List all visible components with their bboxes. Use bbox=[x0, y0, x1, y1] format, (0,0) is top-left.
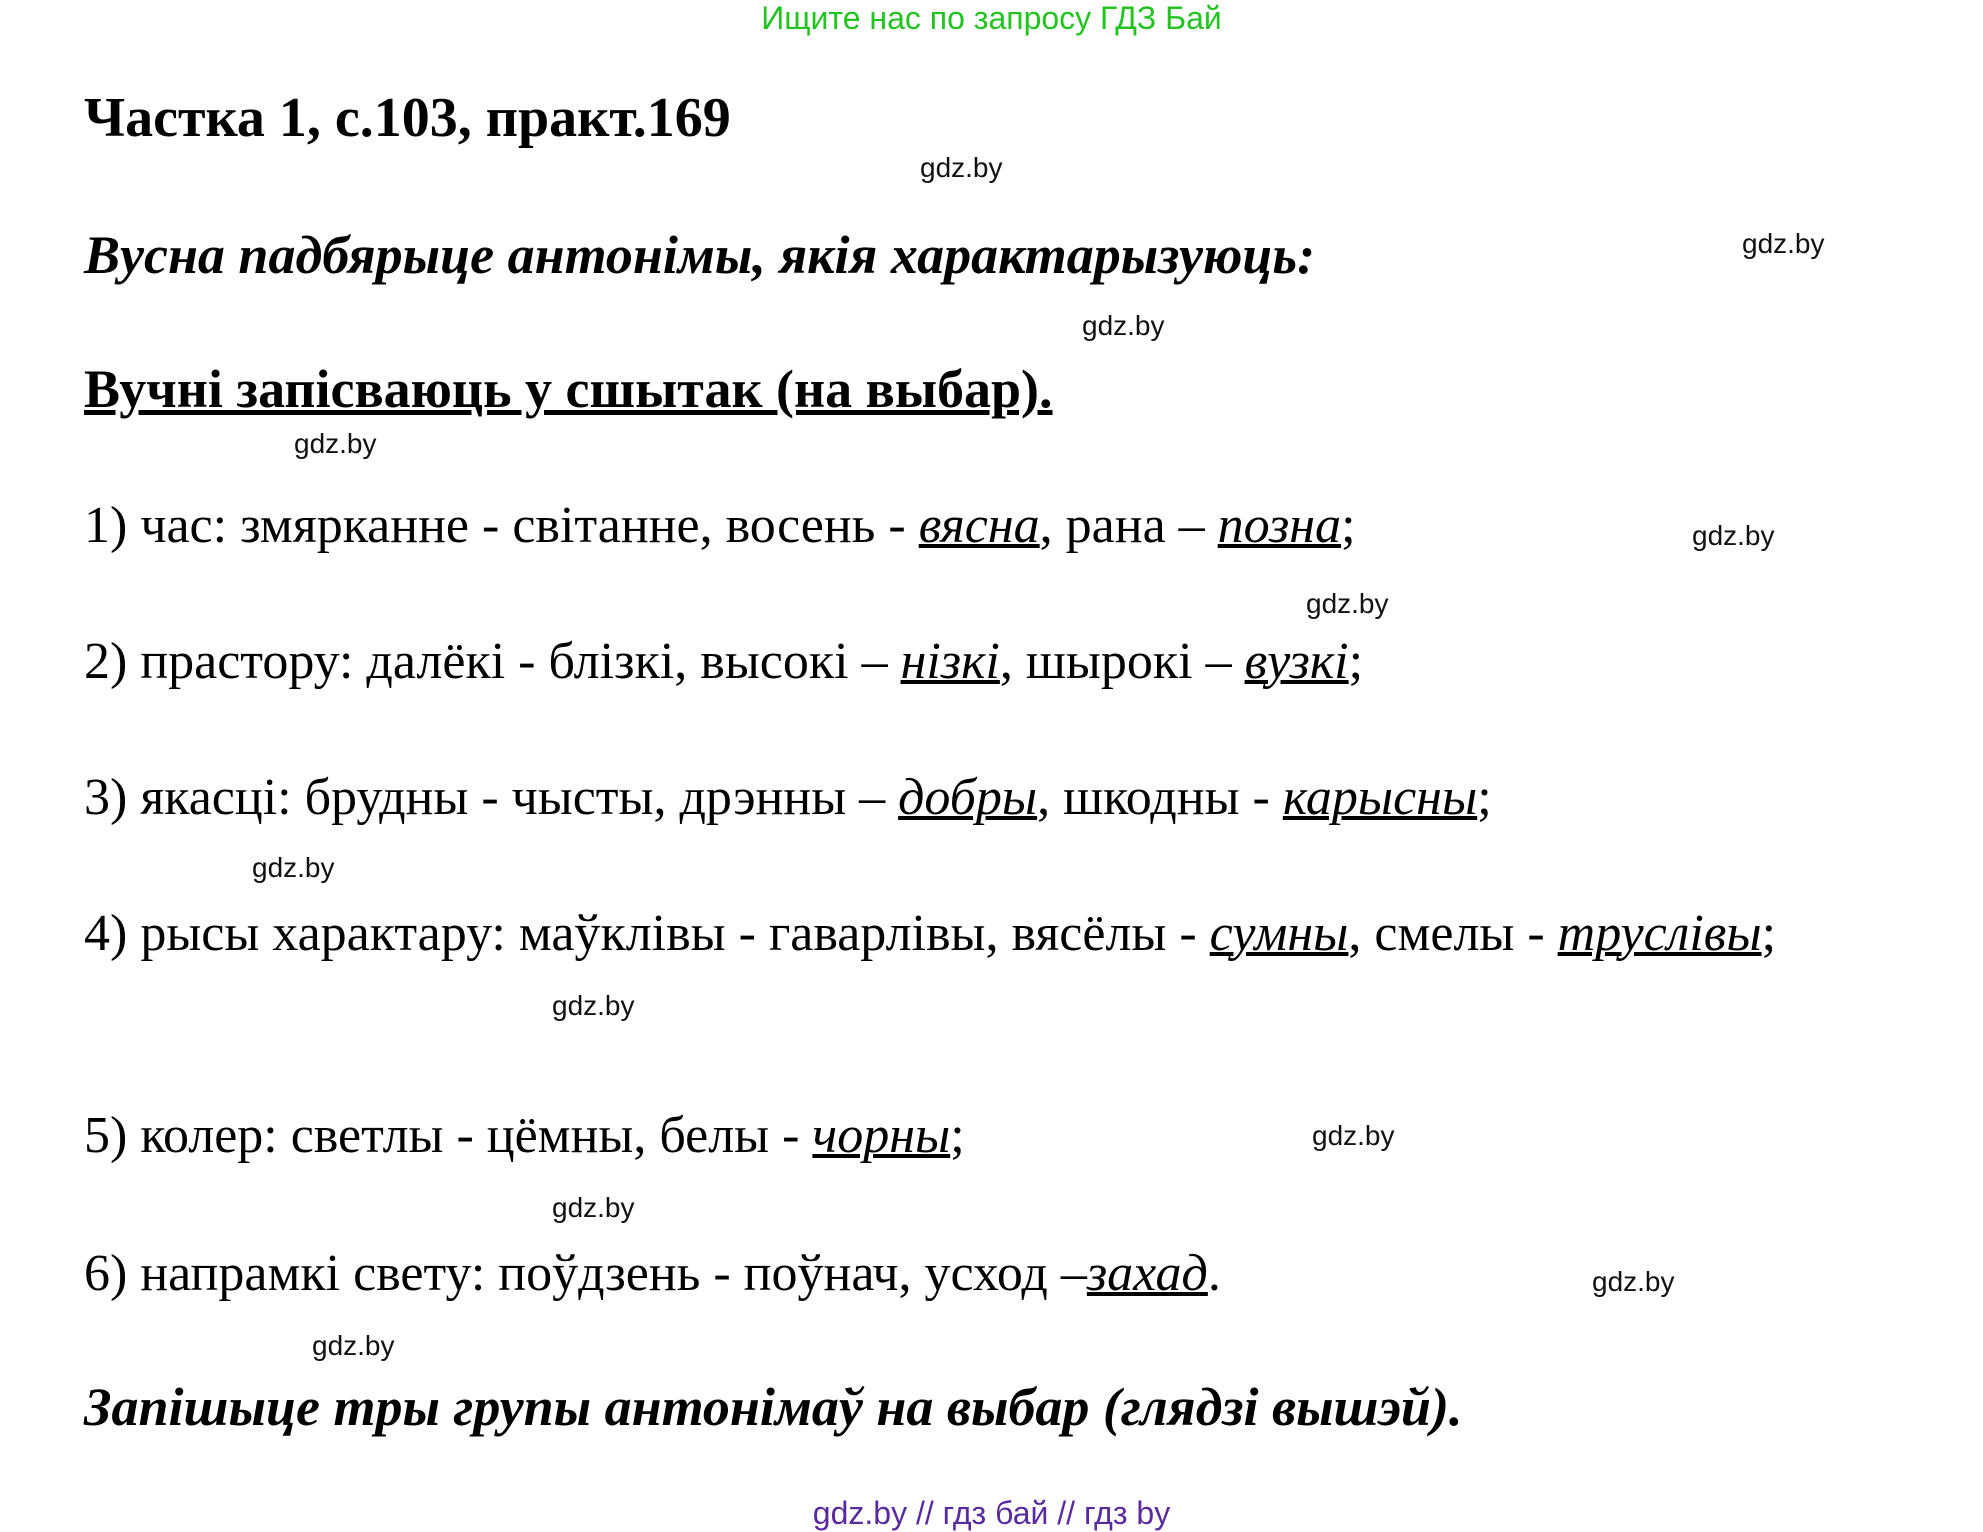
watermark: gdz.by bbox=[920, 152, 1003, 183]
final-instruction: Запішыце тры групы антонімаў на выбар (глядзі вышэй). bbox=[84, 1377, 1463, 1437]
antonym-answer: вузкі bbox=[1244, 633, 1349, 690]
student-note: Вучні запісваюць у сшытак (на выбар). bbox=[84, 359, 1053, 419]
watermark: gdz.by bbox=[1312, 1120, 1395, 1151]
antonym-answer: нізкі bbox=[900, 633, 1000, 690]
antonym-answer: сумны bbox=[1209, 905, 1349, 962]
answer-item-1: 1) час: змярканне - світанне, восень - вясна, рана – позна; bbox=[84, 497, 1356, 554]
answer-item-3: 3) якасці: брудны - чысты, дрэнны – добры, шкодны - карысны; bbox=[84, 769, 1492, 826]
watermark: gdz.by bbox=[1692, 520, 1775, 551]
task-instruction: Вусна падбярыце антонімы, якія характарызуюць: bbox=[84, 225, 1316, 285]
antonym-answer: позна bbox=[1217, 497, 1342, 554]
page-title: Частка 1, с.103, практ.169 bbox=[84, 87, 731, 149]
answer-item-2: 2) прастору: далёкі - блізкі, высокі – нізкі, шырокі – вузкі; bbox=[84, 633, 1364, 690]
answer-item-4: 4) рысы характару: маўклівы - гаварлівы, вясёлы - сумны, смелы - труслівы; bbox=[84, 905, 1777, 962]
antonym-answer: захад bbox=[1086, 1245, 1208, 1302]
watermark: gdz.by bbox=[1082, 310, 1165, 341]
watermark: gdz.by bbox=[1306, 588, 1389, 619]
antonym-answer: вясна bbox=[918, 497, 1040, 554]
watermark: gdz.by bbox=[552, 1192, 635, 1223]
answer-item-6: 6) напрамкі свету: поўдзень - поўнач, усход –захад. bbox=[84, 1245, 1221, 1302]
watermark: gdz.by bbox=[312, 1330, 395, 1361]
watermark: gdz.by bbox=[252, 852, 335, 883]
antonym-answer: добры bbox=[898, 769, 1038, 826]
watermark: gdz.by bbox=[294, 428, 377, 459]
watermark: gdz.by bbox=[1742, 228, 1825, 259]
search-banner: Ищите нас по запросу ГДЗ Бай bbox=[761, 0, 1222, 36]
watermark: gdz.by bbox=[552, 990, 635, 1021]
antonym-answer: чорны bbox=[812, 1107, 951, 1164]
footer-links: gdz.by // гдз бай // гдз by bbox=[812, 1495, 1171, 1531]
antonym-answer: труслівы bbox=[1557, 905, 1762, 962]
watermark: gdz.by bbox=[1592, 1266, 1675, 1297]
answer-item-5: 5) колер: светлы - цёмны, белы - чорны; bbox=[84, 1107, 965, 1164]
antonym-answer: карысны bbox=[1282, 769, 1478, 826]
